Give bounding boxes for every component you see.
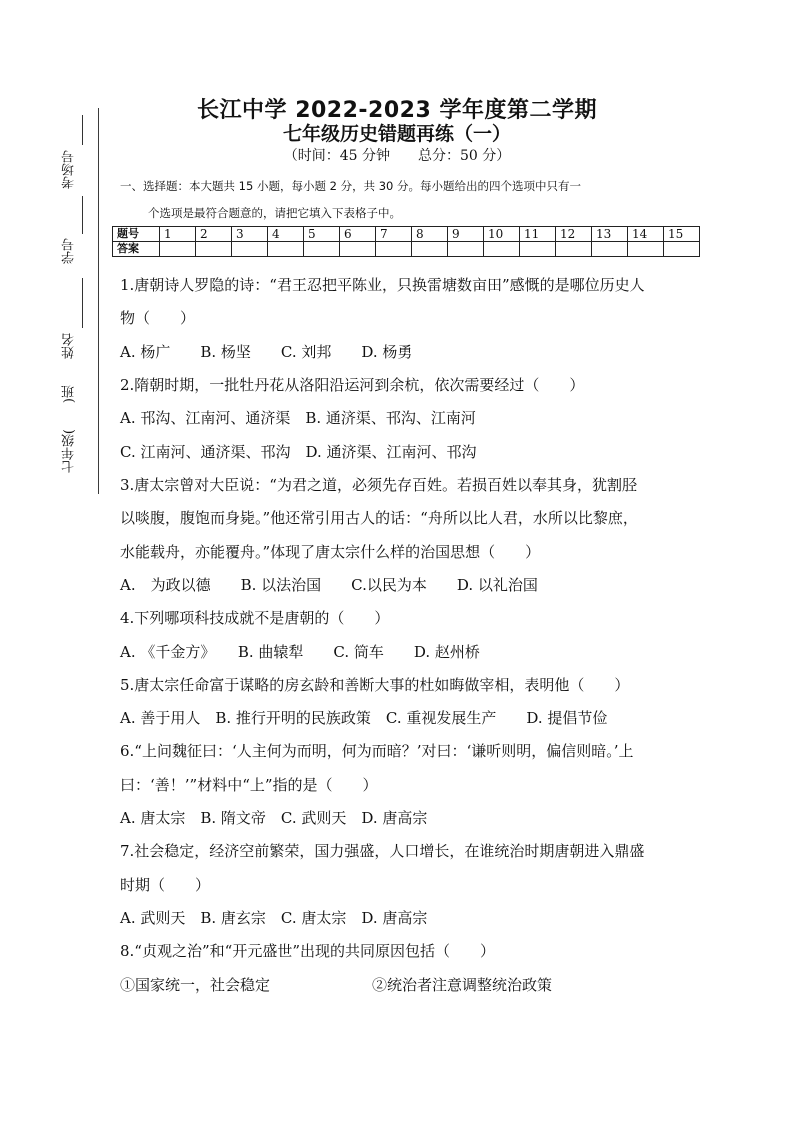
time-score-info: （时间：45 分钟 总分：50 分） — [283, 148, 511, 164]
question-3-text-cont-2: 水能载舟，亦能覆舟。”体现了唐太宗什么样的治国思想（ ） — [120, 543, 541, 561]
exam-subtitle: 七年级历史错题再练（一） — [282, 123, 511, 145]
answer-cell[interactable] — [268, 242, 304, 257]
school-title: 长江中学 2022-2023 学年度第二学期 — [197, 98, 597, 123]
question-number: 14 — [628, 227, 664, 242]
question-5-options: A. 善于用人 B. 推行开明的民族政策 C. 重视发展生产 D. 提倡节俭 — [120, 709, 608, 727]
answer-cell[interactable] — [160, 242, 196, 257]
instruction-line-2: 个选项是最符合题意的，请把它填入下表格子中。 — [148, 206, 401, 220]
question-7-options: A. 武则天 B. 唐玄宗 C. 唐太宗 D. 唐高宗 — [120, 909, 428, 927]
row-header-number: 题号 — [113, 227, 160, 242]
question-8-statement-2: ②统治者注意调整统治政策 — [372, 976, 553, 994]
question-8-text: 8.“贞观之治”和“开元盛世”出现的共同原因包括（ ） — [120, 942, 495, 960]
question-4-text: 4.下列哪项科技成就不是唐朝的（ ） — [120, 609, 390, 627]
question-number: 8 — [412, 227, 448, 242]
question-number: 5 — [304, 227, 340, 242]
question-number: 1 — [160, 227, 196, 242]
question-number: 7 — [376, 227, 412, 242]
question-7-text: 7.社会稳定，经济空前繁荣，国力强盛，人口增长，在谁统治时期唐朝进入鼎盛 — [120, 842, 645, 860]
question-number: 2 — [196, 227, 232, 242]
answer-cell[interactable] — [340, 242, 376, 257]
question-number-row — [113, 227, 700, 242]
question-7-text-cont: 时期（ ） — [120, 876, 211, 894]
answer-cell[interactable] — [376, 242, 412, 257]
answer-cell[interactable] — [412, 242, 448, 257]
question-8-statement-1: ①国家统一，社会稳定 — [120, 976, 271, 994]
question-2-text: 2.隋朝时期，一批牡丹花从洛阳沿运河到余杭，依次需要经过（ ） — [120, 376, 585, 394]
student-no-blank[interactable] — [82, 196, 83, 234]
answer-cell[interactable] — [196, 242, 232, 257]
question-number: 10 — [484, 227, 520, 242]
answer-table — [112, 226, 700, 257]
answer-cell[interactable] — [628, 242, 664, 257]
row-header-answer: 答案 — [113, 242, 160, 257]
name-label: 姓名 — [62, 333, 77, 359]
question-1-text: 1.唐朝诗人罗隐的诗：“君王忍把平陈业，只换雷塘数亩田”感慨的是哪位历史人 — [120, 276, 645, 294]
answer-cell[interactable] — [556, 242, 592, 257]
answer-cell[interactable] — [232, 242, 268, 257]
question-1-text-cont: 物（ ） — [120, 309, 196, 327]
question-number: 12 — [556, 227, 592, 242]
question-6-options: A. 唐太宗 B. 隋文帝 C. 武则天 D. 唐高宗 — [120, 809, 428, 827]
question-6-text-cont: 曰：‘善！’”材料中“上”指的是（ ） — [120, 776, 378, 794]
question-number: 3 — [232, 227, 268, 242]
question-1-options: A. 杨广 B. 杨坚 C. 刘邦 D. 杨勇 — [120, 343, 413, 361]
question-number: 11 — [520, 227, 556, 242]
answer-cell[interactable] — [520, 242, 556, 257]
question-number: 9 — [448, 227, 484, 242]
question-4-options: A. 《千金方》 B. 曲辕犁 C. 筒车 D. 赵州桥 — [120, 643, 480, 661]
answer-cell[interactable] — [304, 242, 340, 257]
answer-cell[interactable] — [664, 242, 700, 257]
instruction-line-1: 一、选择题：本大题共 15 小题，每小题 2 分，共 30 分。每小题给出的四个选项中只有一 — [120, 179, 582, 193]
question-number: 15 — [664, 227, 700, 242]
class-label: 七年级( )班 — [62, 385, 77, 474]
student-no-label: 学号 — [62, 238, 77, 264]
question-5-text: 5.唐太宗任命富于谋略的房玄龄和善断大事的杜如晦做宰相，表明他（ ） — [120, 676, 630, 694]
binding-line — [98, 108, 99, 494]
question-number: 13 — [592, 227, 628, 242]
name-blank[interactable] — [82, 278, 83, 328]
question-number: 4 — [268, 227, 304, 242]
question-3-options: A. 为政以德 B. 以法治国 C.以民为本 D. 以礼治国 — [120, 576, 538, 594]
question-number: 6 — [340, 227, 376, 242]
answer-cell[interactable] — [484, 242, 520, 257]
exam-room-label: 考场号 — [62, 150, 77, 189]
question-3-text-cont: 以啖腹，腹饱而身毙。”他还常引用古人的话：“舟所以比人君，水所以比黎庶， — [120, 509, 638, 527]
question-6-text: 6.“上问魏征曰：‘人主何为而明，何为而暗？’对曰：‘谦听则明，偏信则暗。’上 — [120, 742, 634, 760]
answer-row — [113, 242, 700, 257]
answer-cell[interactable] — [592, 242, 628, 257]
question-2-options-cd: C. 江南河、通济渠、邗沟 D. 通济渠、江南河、邗沟 — [120, 443, 477, 461]
answer-cell[interactable] — [448, 242, 484, 257]
question-3-text: 3.唐太宗曾对大臣说：“为君之道，必须先存百姓。若损百姓以奉其身，犹割胫 — [120, 476, 637, 494]
question-2-options-ab: A. 邗沟、江南河、通济渠 B. 通济渠、邗沟、江南河 — [120, 409, 476, 427]
